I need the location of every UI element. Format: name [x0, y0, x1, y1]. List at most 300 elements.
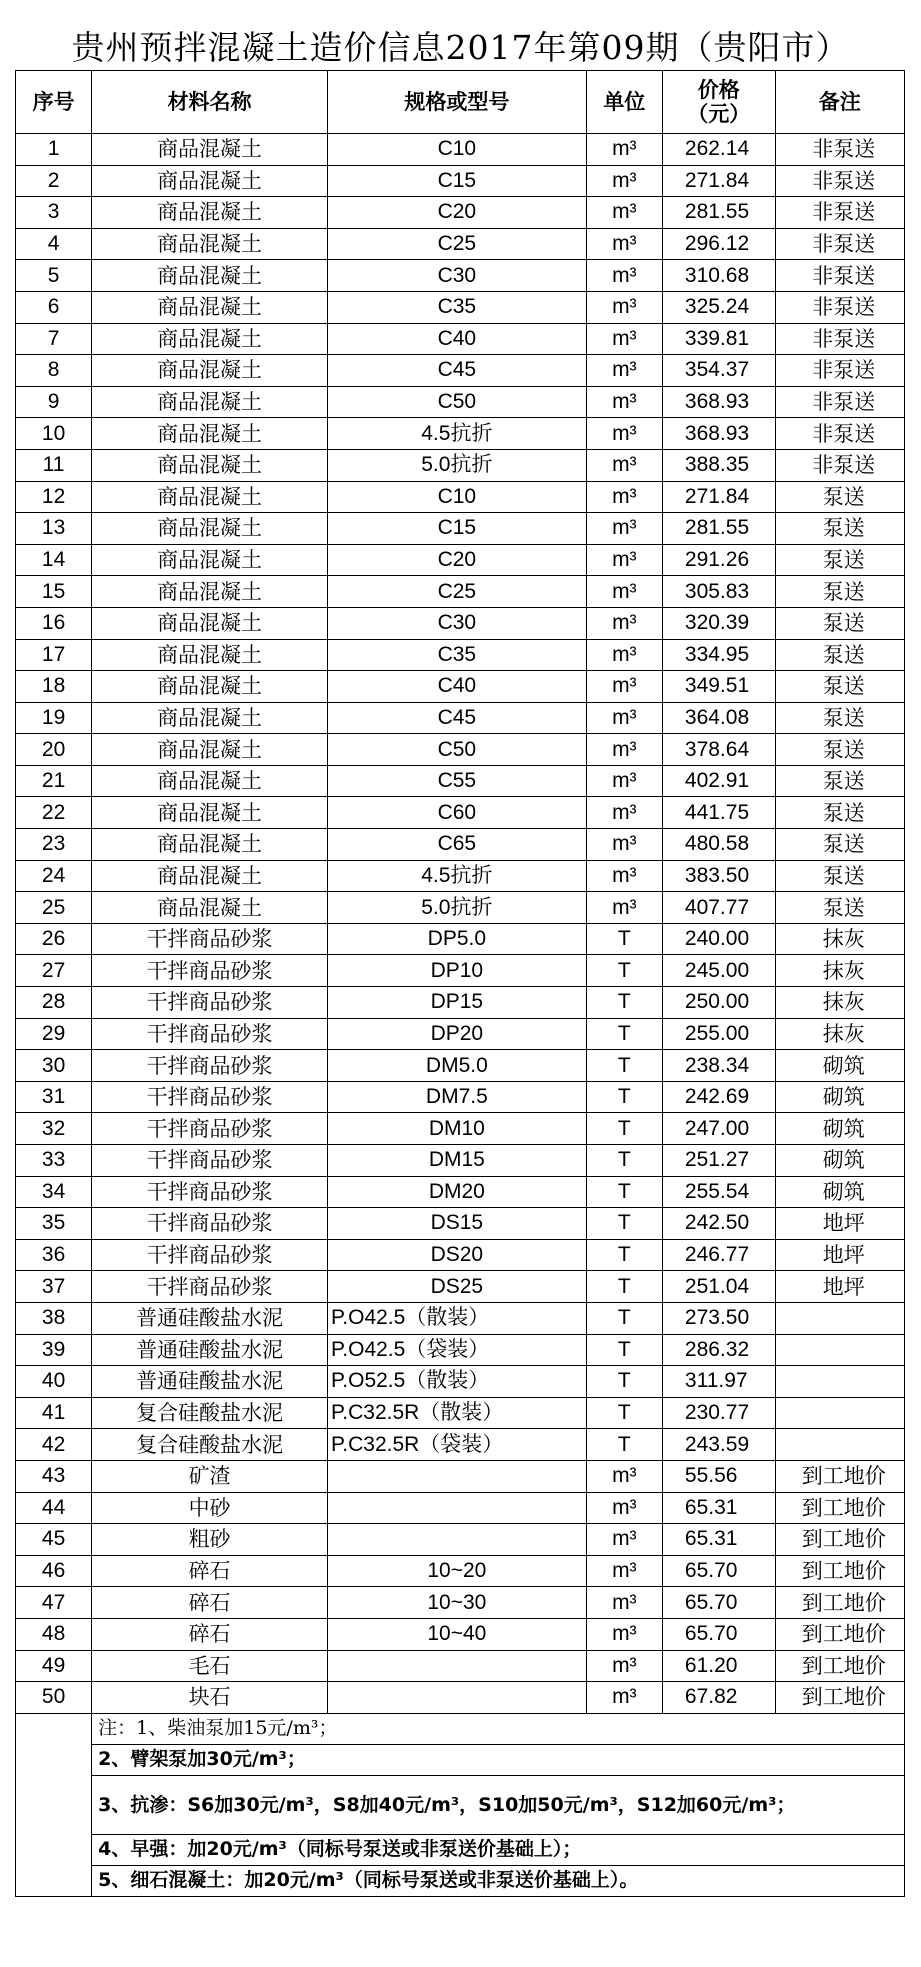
table-row — [16, 513, 905, 545]
cell-unit: m³ — [586, 418, 662, 450]
cell-spec: C25 — [327, 228, 586, 260]
cell-material-name: 干拌商品砂浆 — [92, 1208, 328, 1240]
cell-no: 9 — [16, 386, 92, 418]
table-row — [16, 860, 905, 892]
cell-unit: m³ — [586, 702, 662, 734]
cell-material-name: 商品混凝土 — [92, 134, 328, 166]
cell-no: 18 — [16, 671, 92, 703]
cell-unit: T — [586, 1271, 662, 1303]
cell-material-name: 商品混凝土 — [92, 829, 328, 861]
cell-price: 383.50 — [662, 860, 775, 892]
table-row — [16, 1081, 905, 1113]
cell-price: 273.50 — [662, 1302, 775, 1334]
cell-note: 地坪 — [775, 1271, 904, 1303]
cell-no: 45 — [16, 1524, 92, 1556]
cell-spec: C50 — [327, 734, 586, 766]
cell-no: 16 — [16, 607, 92, 639]
cell-price: 250.00 — [662, 987, 775, 1019]
table-row — [16, 702, 905, 734]
cell-unit: T — [586, 1050, 662, 1082]
table-row — [16, 607, 905, 639]
cell-spec: C35 — [327, 291, 586, 323]
cell-material-name: 商品混凝土 — [92, 355, 328, 387]
cell-no: 48 — [16, 1618, 92, 1650]
cell-price: 65.31 — [662, 1524, 775, 1556]
table-row — [16, 1145, 905, 1177]
cell-unit: T — [586, 1429, 662, 1461]
cell-material-name: 商品混凝土 — [92, 671, 328, 703]
cell-no: 26 — [16, 923, 92, 955]
cell-spec: P.O42.5（散装） — [327, 1302, 586, 1334]
cell-spec: DS20 — [327, 1239, 586, 1271]
cell-price: 271.84 — [662, 481, 775, 513]
cell-spec: P.C32.5R（散装） — [327, 1397, 586, 1429]
cell-price: 247.00 — [662, 1113, 775, 1145]
cell-price: 305.83 — [662, 576, 775, 608]
cell-material-name: 商品混凝土 — [92, 639, 328, 671]
cell-note: 泵送 — [775, 671, 904, 703]
cell-price: 311.97 — [662, 1366, 775, 1398]
header-note: 备注 — [775, 71, 904, 134]
cell-spec: DP10 — [327, 955, 586, 987]
note-row — [16, 1834, 905, 1865]
cell-unit: m³ — [586, 544, 662, 576]
cell-note: 到工地价 — [775, 1587, 904, 1619]
cell-price: 246.77 — [662, 1239, 775, 1271]
cell-unit: T — [586, 1018, 662, 1050]
cell-no: 20 — [16, 734, 92, 766]
table-body — [16, 134, 905, 1714]
cell-no: 50 — [16, 1682, 92, 1714]
cell-note: 泵送 — [775, 702, 904, 734]
cell-price: 368.93 — [662, 418, 775, 450]
cell-no: 37 — [16, 1271, 92, 1303]
cell-note: 泵送 — [775, 734, 904, 766]
cell-note: 泵送 — [775, 639, 904, 671]
cell-no: 33 — [16, 1145, 92, 1177]
cell-material-name: 商品混凝土 — [92, 860, 328, 892]
header-no: 序号 — [16, 71, 92, 134]
cell-no: 6 — [16, 291, 92, 323]
cell-spec: C55 — [327, 765, 586, 797]
cell-no: 49 — [16, 1650, 92, 1682]
table-row — [16, 1492, 905, 1524]
cell-material-name: 商品混凝土 — [92, 544, 328, 576]
note-row — [16, 1865, 905, 1896]
cell-unit: T — [586, 1397, 662, 1429]
cell-note: 抹灰 — [775, 987, 904, 1019]
cell-note: 泵送 — [775, 892, 904, 924]
cell-note: 地坪 — [775, 1208, 904, 1240]
cell-spec: C60 — [327, 797, 586, 829]
cell-material-name: 商品混凝土 — [92, 765, 328, 797]
table-row — [16, 639, 905, 671]
cell-note: 非泵送 — [775, 449, 904, 481]
cell-unit: T — [586, 1334, 662, 1366]
cell-material-name: 复合硅酸盐水泥 — [92, 1429, 328, 1461]
cell-spec: 10~30 — [327, 1587, 586, 1619]
table-row — [16, 291, 905, 323]
cell-price: 65.31 — [662, 1492, 775, 1524]
cell-price: 291.26 — [662, 544, 775, 576]
cell-no: 39 — [16, 1334, 92, 1366]
cell-material-name: 干拌商品砂浆 — [92, 955, 328, 987]
table-row — [16, 1397, 905, 1429]
cell-price: 354.37 — [662, 355, 775, 387]
cell-note: 到工地价 — [775, 1555, 904, 1587]
table-row — [16, 955, 905, 987]
table-row — [16, 481, 905, 513]
note-5: 5、细石混凝土：加20元/m³（同标号泵送或非泵送价基础上）。 — [92, 1865, 905, 1896]
table-row — [16, 1050, 905, 1082]
cell-unit: m³ — [586, 829, 662, 861]
cell-price: 378.64 — [662, 734, 775, 766]
price-table — [15, 70, 905, 1897]
cell-unit: m³ — [586, 165, 662, 197]
cell-note: 泵送 — [775, 481, 904, 513]
cell-spec: DP20 — [327, 1018, 586, 1050]
cell-price: 281.55 — [662, 197, 775, 229]
cell-material-name: 商品混凝土 — [92, 291, 328, 323]
cell-note: 泵送 — [775, 513, 904, 545]
cell-no: 36 — [16, 1239, 92, 1271]
cell-note: 泵送 — [775, 829, 904, 861]
cell-price: 65.70 — [662, 1587, 775, 1619]
cell-no: 41 — [16, 1397, 92, 1429]
cell-price: 281.55 — [662, 513, 775, 545]
note-spacer-cell — [16, 1744, 92, 1775]
cell-spec: 10~20 — [327, 1555, 586, 1587]
cell-price: 240.00 — [662, 923, 775, 955]
cell-note: 泵送 — [775, 607, 904, 639]
cell-note: 砌筑 — [775, 1113, 904, 1145]
cell-note: 到工地价 — [775, 1682, 904, 1714]
cell-note: 到工地价 — [775, 1618, 904, 1650]
cell-material-name: 干拌商品砂浆 — [92, 1018, 328, 1050]
cell-spec — [327, 1682, 586, 1714]
cell-unit: m³ — [586, 1682, 662, 1714]
header-price-line2: （元） — [687, 102, 751, 126]
table-row — [16, 797, 905, 829]
cell-material-name: 干拌商品砂浆 — [92, 1113, 328, 1145]
cell-unit: m³ — [586, 860, 662, 892]
cell-material-name: 普通硅酸盐水泥 — [92, 1302, 328, 1334]
table-row — [16, 1208, 905, 1240]
cell-note: 非泵送 — [775, 386, 904, 418]
cell-material-name: 复合硅酸盐水泥 — [92, 1397, 328, 1429]
cell-spec: C20 — [327, 544, 586, 576]
cell-material-name: 普通硅酸盐水泥 — [92, 1334, 328, 1366]
cell-price: 388.35 — [662, 449, 775, 481]
cell-price: 364.08 — [662, 702, 775, 734]
table-row — [16, 1460, 905, 1492]
cell-unit: m³ — [586, 260, 662, 292]
cell-spec: C45 — [327, 702, 586, 734]
cell-spec: C25 — [327, 576, 586, 608]
cell-material-name: 商品混凝土 — [92, 481, 328, 513]
cell-unit: T — [586, 1176, 662, 1208]
table-row — [16, 892, 905, 924]
cell-note: 泵送 — [775, 797, 904, 829]
cell-unit: m³ — [586, 1524, 662, 1556]
cell-no: 11 — [16, 449, 92, 481]
cell-no: 7 — [16, 323, 92, 355]
cell-price: 242.50 — [662, 1208, 775, 1240]
note-spacer-cell — [16, 1865, 92, 1896]
cell-no: 47 — [16, 1587, 92, 1619]
cell-note: 砌筑 — [775, 1145, 904, 1177]
cell-unit: m³ — [586, 355, 662, 387]
header-spec: 规格或型号 — [327, 71, 586, 134]
cell-spec: DM7.5 — [327, 1081, 586, 1113]
cell-note: 非泵送 — [775, 228, 904, 260]
cell-spec: C40 — [327, 671, 586, 703]
cell-note: 非泵送 — [775, 197, 904, 229]
cell-material-name: 碎石 — [92, 1618, 328, 1650]
cell-spec: DM15 — [327, 1145, 586, 1177]
note-spacer-cell — [16, 1775, 92, 1834]
cell-unit: T — [586, 923, 662, 955]
table-row — [16, 1429, 905, 1461]
cell-no: 1 — [16, 134, 92, 166]
cell-no: 32 — [16, 1113, 92, 1145]
cell-unit: m³ — [586, 734, 662, 766]
cell-price: 349.51 — [662, 671, 775, 703]
cell-material-name: 干拌商品砂浆 — [92, 987, 328, 1019]
cell-no: 43 — [16, 1460, 92, 1492]
cell-note: 到工地价 — [775, 1650, 904, 1682]
cell-unit: T — [586, 1208, 662, 1240]
cell-unit: m³ — [586, 1587, 662, 1619]
cell-no: 27 — [16, 955, 92, 987]
cell-unit: T — [586, 955, 662, 987]
cell-price: 407.77 — [662, 892, 775, 924]
header-price-line1: 价格 — [697, 78, 740, 102]
cell-note: 到工地价 — [775, 1524, 904, 1556]
cell-spec: 5.0抗折 — [327, 892, 586, 924]
cell-price: 296.12 — [662, 228, 775, 260]
cell-spec: 10~40 — [327, 1618, 586, 1650]
cell-material-name: 中砂 — [92, 1492, 328, 1524]
table-row — [16, 418, 905, 450]
table-row — [16, 323, 905, 355]
cell-unit: T — [586, 987, 662, 1019]
cell-note: 砌筑 — [775, 1050, 904, 1082]
cell-no: 12 — [16, 481, 92, 513]
cell-note — [775, 1366, 904, 1398]
cell-no: 5 — [16, 260, 92, 292]
table-row — [16, 1176, 905, 1208]
cell-note — [775, 1302, 904, 1334]
table-row — [16, 734, 905, 766]
cell-material-name: 干拌商品砂浆 — [92, 1145, 328, 1177]
cell-no: 28 — [16, 987, 92, 1019]
cell-note: 非泵送 — [775, 260, 904, 292]
cell-unit: T — [586, 1239, 662, 1271]
cell-unit: T — [586, 1081, 662, 1113]
cell-no: 25 — [16, 892, 92, 924]
cell-unit: T — [586, 1113, 662, 1145]
cell-unit: m³ — [586, 671, 662, 703]
cell-material-name: 普通硅酸盐水泥 — [92, 1366, 328, 1398]
page-title: 贵州预拌混凝土造价信息2017年第09期（贵阳市） — [71, 28, 850, 67]
cell-material-name: 商品混凝土 — [92, 702, 328, 734]
cell-price: 61.20 — [662, 1650, 775, 1682]
cell-material-name: 商品混凝土 — [92, 260, 328, 292]
cell-material-name: 商品混凝土 — [92, 797, 328, 829]
cell-price: 251.27 — [662, 1145, 775, 1177]
cell-price: 255.00 — [662, 1018, 775, 1050]
cell-unit: m³ — [586, 513, 662, 545]
cell-material-name: 干拌商品砂浆 — [92, 1271, 328, 1303]
cell-material-name: 块石 — [92, 1682, 328, 1714]
cell-material-name: 干拌商品砂浆 — [92, 1081, 328, 1113]
cell-spec: DM10 — [327, 1113, 586, 1145]
cell-material-name: 商品混凝土 — [92, 197, 328, 229]
cell-unit: m³ — [586, 228, 662, 260]
cell-spec: C65 — [327, 829, 586, 861]
cell-spec: C35 — [327, 639, 586, 671]
cell-note: 非泵送 — [775, 355, 904, 387]
cell-unit: m³ — [586, 197, 662, 229]
cell-note — [775, 1334, 904, 1366]
cell-no: 30 — [16, 1050, 92, 1082]
note-2: 2、臂架泵加30元/m³； — [92, 1744, 905, 1775]
cell-unit: m³ — [586, 1460, 662, 1492]
cell-price: 286.32 — [662, 1334, 775, 1366]
cell-note: 非泵送 — [775, 323, 904, 355]
cell-price: 67.82 — [662, 1682, 775, 1714]
table-row — [16, 1618, 905, 1650]
cell-unit: m³ — [586, 449, 662, 481]
table-row — [16, 1239, 905, 1271]
table-row — [16, 1334, 905, 1366]
cell-no: 24 — [16, 860, 92, 892]
cell-spec: 4.5抗折 — [327, 860, 586, 892]
table-row — [16, 765, 905, 797]
cell-spec: C10 — [327, 481, 586, 513]
cell-unit: m³ — [586, 607, 662, 639]
table-row — [16, 228, 905, 260]
cell-price: 65.70 — [662, 1555, 775, 1587]
table-row — [16, 197, 905, 229]
cell-spec: DP5.0 — [327, 923, 586, 955]
cell-price: 368.93 — [662, 386, 775, 418]
cell-no: 4 — [16, 228, 92, 260]
cell-spec: DM5.0 — [327, 1050, 586, 1082]
cell-spec: C40 — [327, 323, 586, 355]
note-spacer-cell — [16, 1713, 92, 1744]
cell-price: 325.24 — [662, 291, 775, 323]
table-row — [16, 829, 905, 861]
cell-spec: C45 — [327, 355, 586, 387]
cell-no: 42 — [16, 1429, 92, 1461]
cell-price: 65.70 — [662, 1618, 775, 1650]
cell-no: 22 — [16, 797, 92, 829]
cell-no: 3 — [16, 197, 92, 229]
table-row — [16, 1555, 905, 1587]
cell-material-name: 商品混凝土 — [92, 734, 328, 766]
cell-no: 31 — [16, 1081, 92, 1113]
table-row — [16, 386, 905, 418]
cell-material-name: 矿渣 — [92, 1460, 328, 1492]
cell-unit: m³ — [586, 386, 662, 418]
cell-price: 245.00 — [662, 955, 775, 987]
cell-unit: m³ — [586, 323, 662, 355]
cell-price: 262.14 — [662, 134, 775, 166]
cell-note: 到工地价 — [775, 1460, 904, 1492]
table-header-row — [16, 71, 905, 134]
cell-note: 泵送 — [775, 576, 904, 608]
cell-spec: C20 — [327, 197, 586, 229]
table-row — [16, 1587, 905, 1619]
cell-note: 到工地价 — [775, 1492, 904, 1524]
cell-unit: m³ — [586, 576, 662, 608]
table-row — [16, 449, 905, 481]
cell-unit: m³ — [586, 481, 662, 513]
cell-unit: m³ — [586, 291, 662, 323]
cell-note: 地坪 — [775, 1239, 904, 1271]
table-row — [16, 1302, 905, 1334]
cell-spec: C15 — [327, 165, 586, 197]
cell-no: 19 — [16, 702, 92, 734]
cell-note: 砌筑 — [775, 1176, 904, 1208]
cell-price: 243.59 — [662, 1429, 775, 1461]
cell-no: 13 — [16, 513, 92, 545]
cell-note: 抹灰 — [775, 1018, 904, 1050]
cell-no: 8 — [16, 355, 92, 387]
table-row — [16, 923, 905, 955]
table-row — [16, 165, 905, 197]
cell-unit: T — [586, 1366, 662, 1398]
cell-price: 334.95 — [662, 639, 775, 671]
table-row — [16, 1018, 905, 1050]
cell-unit: m³ — [586, 892, 662, 924]
cell-no: 35 — [16, 1208, 92, 1240]
cell-material-name: 碎石 — [92, 1587, 328, 1619]
cell-material-name: 商品混凝土 — [92, 418, 328, 450]
cell-material-name: 商品混凝土 — [92, 607, 328, 639]
table-row — [16, 671, 905, 703]
cell-no: 10 — [16, 418, 92, 450]
cell-material-name: 干拌商品砂浆 — [92, 923, 328, 955]
note-3: 3、抗渗：S6加30元/m³，S8加40元/m³，S10加50元/m³，S12加60元/m³； — [92, 1775, 905, 1834]
cell-unit: m³ — [586, 1650, 662, 1682]
cell-no: 40 — [16, 1366, 92, 1398]
cell-material-name: 毛石 — [92, 1650, 328, 1682]
cell-material-name: 粗砂 — [92, 1524, 328, 1556]
cell-note: 泵送 — [775, 860, 904, 892]
cell-no: 23 — [16, 829, 92, 861]
note-spacer-cell — [16, 1834, 92, 1865]
cell-spec: DP15 — [327, 987, 586, 1019]
cell-material-name: 商品混凝土 — [92, 576, 328, 608]
cell-material-name: 干拌商品砂浆 — [92, 1239, 328, 1271]
table-row — [16, 134, 905, 166]
cell-note: 泵送 — [775, 765, 904, 797]
cell-note: 非泵送 — [775, 291, 904, 323]
cell-spec: C30 — [327, 607, 586, 639]
cell-no: 15 — [16, 576, 92, 608]
cell-spec: DS15 — [327, 1208, 586, 1240]
cell-unit: T — [586, 1302, 662, 1334]
cell-note: 抹灰 — [775, 923, 904, 955]
note-row — [16, 1744, 905, 1775]
cell-note — [775, 1397, 904, 1429]
cell-price: 251.04 — [662, 1271, 775, 1303]
cell-material-name: 商品混凝土 — [92, 323, 328, 355]
cell-spec: C50 — [327, 386, 586, 418]
